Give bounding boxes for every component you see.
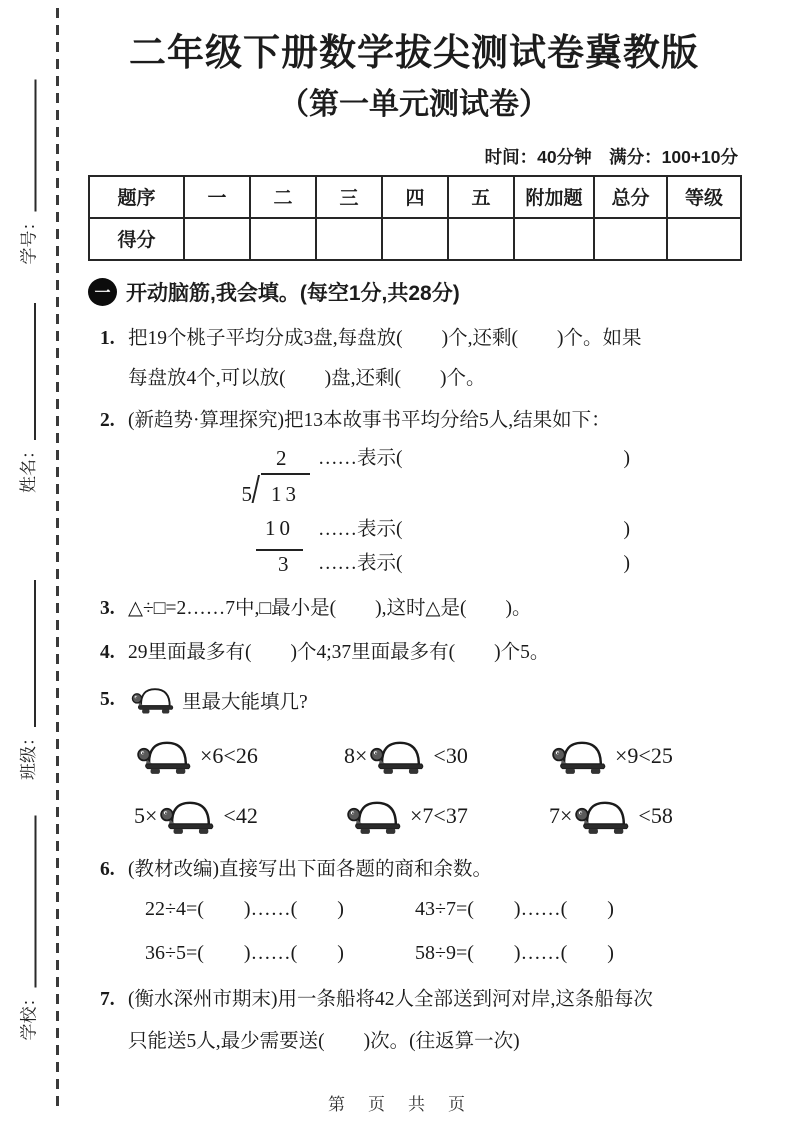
score-empty-cell (448, 218, 514, 260)
section-one-heading (88, 277, 740, 307)
division-exercise: 36÷5=( )……( ) (145, 941, 344, 964)
question-2-number: 2. (100, 409, 115, 431)
score-empty-cell (667, 218, 741, 260)
student-name-label: 姓名： (19, 442, 38, 493)
paper-title: 二年级下册数学拔尖测试卷冀教版 (129, 32, 699, 73)
score-table-header-row (89, 176, 741, 218)
question-5-text: 里最大能填几? (182, 691, 308, 713)
question-4-number: 4. (100, 641, 115, 663)
inequality-suffix: ×9<25 (615, 742, 673, 768)
class-label: 班级： (19, 729, 38, 780)
score-table-score-row (89, 218, 741, 260)
score-header-cell: 三 (316, 176, 382, 218)
score-empty-cell (514, 218, 594, 260)
section-one-badge: 一 (88, 278, 117, 306)
question-7-line1: (衡水深州市期末)用一条船将42人全部送到河对岸,这条船每次 (128, 988, 653, 1010)
score-table (88, 175, 742, 261)
question-6-intro: (教材改编)直接写出下面各题的商和余数。 (128, 858, 492, 880)
turtle-inequality (344, 789, 549, 843)
turtle-icon (368, 734, 432, 778)
question-5-number: 5. (100, 688, 115, 710)
turtle-icon (345, 794, 409, 838)
question-3 (88, 589, 740, 629)
student-id-label: 学号： (19, 213, 39, 265)
question-1-line2: 每盘放4个,可以放( )盘,还剩( )个。 (128, 367, 486, 389)
question-1 (88, 319, 740, 399)
score-empty-cell (594, 218, 667, 260)
division-remainder: 3 (278, 551, 289, 576)
student-name-field (12, 303, 42, 493)
annotation-close: ) (623, 518, 630, 540)
turtle-inequality (549, 729, 740, 783)
question-6-number: 6. (100, 858, 115, 880)
question-6 (88, 851, 740, 967)
score-header-cell: 一 (184, 176, 250, 218)
division-exercise: 58÷9=( )……( ) (415, 941, 614, 964)
division-quotient: 2 (276, 445, 287, 470)
long-division-diagram (238, 443, 740, 579)
question-7 (88, 979, 740, 1063)
annotation-open: ……表示( (318, 447, 403, 469)
turtle-icon (573, 794, 637, 838)
annotation-open: ……表示( (318, 552, 403, 574)
time-score-info: 时间：40分钟 满分：100+10分 (484, 146, 738, 167)
turtle-icon (130, 682, 180, 717)
division-exercise: 43÷7=( )……( ) (415, 897, 614, 920)
inequality-prefix: 7× (549, 802, 573, 828)
score-header-cell: 总分 (594, 176, 667, 218)
inequality-suffix: <58 (638, 802, 673, 828)
turtle-icon (135, 734, 199, 778)
score-header-cell: 五 (448, 176, 514, 218)
question-4-text: 29里面最多有( )个4;37里面最多有( )个5。 (128, 641, 550, 663)
turtle-icon (158, 794, 222, 838)
score-header-cell: 题序 (89, 176, 184, 218)
inequality-suffix: ×6<26 (200, 742, 258, 768)
turtle-icon (550, 734, 614, 778)
question-5 (88, 677, 740, 723)
division-exercise: 22÷4=( )……( ) (145, 897, 344, 920)
question-3-text: △÷□=2……7中,□最小是( ),这时△是( )。 (128, 597, 532, 619)
annotation-open: ……表示( (318, 518, 403, 540)
question-2 (88, 401, 740, 579)
turtle-inequality (344, 729, 549, 783)
page-footer: 第 页 共 页 (328, 1095, 468, 1114)
remainder-annotation (318, 549, 630, 579)
score-row-label: 得分 (89, 218, 184, 260)
question-1-number: 1. (100, 327, 115, 349)
score-empty-cell (250, 218, 316, 260)
score-header-cell: 四 (382, 176, 448, 218)
product-annotation (318, 511, 630, 549)
question-7-line2: 只能送5人,最少需要送( )次。(往返算一次) (128, 1030, 520, 1052)
question-7-number: 7. (100, 988, 115, 1010)
question-4 (88, 633, 740, 673)
score-header-cell: 附加题 (514, 176, 594, 218)
division-divisor: 5 (241, 481, 252, 506)
turtle-inequality (549, 789, 740, 843)
turtle-inequality (134, 789, 344, 843)
score-empty-cell (316, 218, 382, 260)
inequality-suffix: <30 (433, 742, 468, 768)
school-label: 学校： (19, 989, 39, 1041)
section-one-title: 开动脑筋,我会填。(每空1分,共28分) (126, 281, 460, 305)
turtle-exercise-grid (88, 729, 740, 843)
class-field (12, 580, 42, 780)
inequality-prefix: 8× (344, 742, 368, 768)
division-dividend: 13 (261, 473, 310, 511)
school-blank-line (35, 816, 37, 988)
cut-dashed-line (56, 8, 59, 1106)
score-empty-cell (382, 218, 448, 260)
division-exercises (145, 895, 740, 967)
score-header-cell: 二 (250, 176, 316, 218)
division-dividend-row (238, 473, 318, 511)
question-1-line1: 把19个桃子平均分成3盘,每盘放( )个,还剩( )个。如果 (128, 327, 642, 349)
class-blank-line (34, 580, 36, 727)
paper-content (88, 0, 740, 1063)
question-2-intro: (新趋势·算理探究)把13本故事书平均分给5人,结果如下： (128, 409, 611, 431)
annotation-close: ) (623, 552, 630, 574)
quotient-annotation (318, 443, 630, 473)
paper-subtitle: （第一单元测试卷） (279, 88, 549, 122)
school-field (13, 816, 43, 1041)
inequality-suffix: ×7<37 (410, 802, 468, 828)
student-id-blank-line (35, 80, 37, 212)
annotation-close: ) (623, 447, 630, 469)
inequality-prefix: 5× (134, 802, 158, 828)
score-empty-cell (184, 218, 250, 260)
student-id-field (13, 80, 43, 265)
student-name-blank-line (34, 303, 36, 440)
score-header-cell: 等级 (667, 176, 741, 218)
division-product: 10 (256, 511, 303, 551)
question-3-number: 3. (100, 597, 115, 619)
turtle-inequality (134, 729, 344, 783)
inequality-suffix: <42 (223, 802, 258, 828)
